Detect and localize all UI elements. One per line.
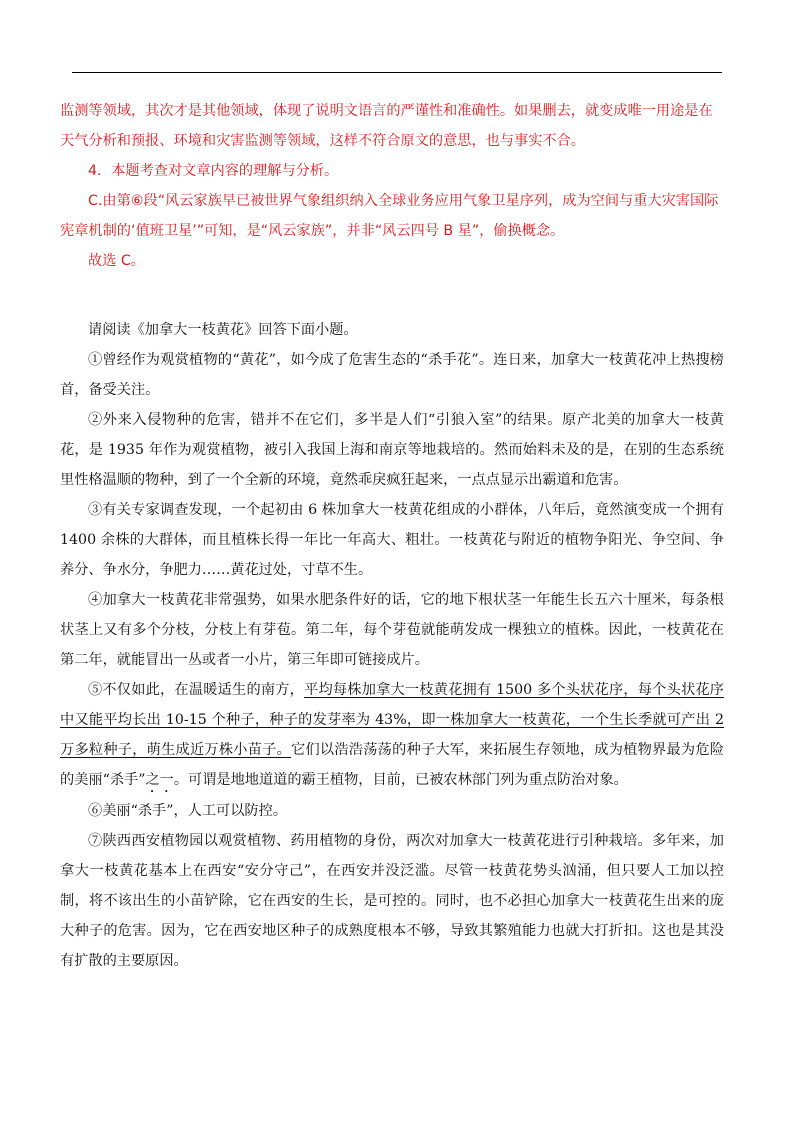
paragraph-5 — [60, 675, 724, 796]
question-4-heading: 4．本题考查对文章内容的理解与分析。 — [88, 163, 339, 179]
paragraph-4: ④加拿大一枝黄花非常强势，如果水肥条件好的话，它的地下根状茎一年能生长五六十厘米，每条根状茎上又有多个分枝，分枝上有芽苞。第二年，每个芽苞就能萌发成一棵独立的植株。因此，一枝黄花在第二年，就能冒出一丛或者一小片，第三年即可链接成片。 — [60, 592, 724, 668]
answer-analysis — [60, 96, 724, 276]
question-4-option-c: C.由第⑥段“风云家族早已被世界气象组织纳入全球业务应用气象卫星序列，成为空间与重大灾害国际宪章机制的‘值班卫星’”可知，是“风云家族”，并非“风云四号 B 星”，偷换概念。 — [60, 193, 719, 239]
answer-continuation: 监测等领域，其次才是其他领域，体现了说明文语言的严谨性和准确性。如果删去，就变成唯一用途是在天气分析和预报、环境和灾害监测等领域，这样不符合原文的意思，也与事实不合。 — [60, 103, 713, 149]
paragraph-5-lead: ⑤不仅如此，在温暖适生的南方， — [88, 682, 305, 698]
paragraph-5-end: 。可谓是地地道道的霸王植物，目前，已被农林部门列为重点防治对象。 — [173, 772, 628, 788]
reading-passage — [60, 315, 724, 976]
question-4-answer: 故选 C。 — [88, 253, 145, 269]
passage-intro: 请阅读《加拿大一枝黄花》回答下面小题。 — [88, 322, 358, 338]
paragraph-1: ①曾经作为观赏植物的“黄花”，如今成了危害生态的“杀手花”。连日来，加拿大一枝黄花冲上热搜榜首，备受关注。 — [60, 352, 724, 398]
paragraph-3: ③有关专家调查发现，一个起初由 6 株加拿大一枝黄花组成的小群体，八年后，竟然演变成一个拥有 1400 余株的大群体，而且植株长得一年比一年高大、粗壮。一枝黄花与附近的植物争阳光、争空间、争养分、争水分，争肥力……黄花过处，寸草不生。 — [60, 502, 724, 578]
paragraph-2: ②外来入侵物种的危害，错并不在它们，多半是人们“引狼入室”的结果。原产北美的加拿大一枝黄花，是 1935 年作为观赏植物，被引入我国上海和南京等地栽培的。然而始料未及的是，在别的生态系统里性格温顺的物种，到了一个全新的环境，竟然乖戾疯狂起来，一点点显示出霸道和危害。 — [60, 412, 724, 488]
paragraph-6: ⑥美丽“杀手”，人工可以防控。 — [88, 803, 287, 819]
header-rule — [72, 72, 722, 73]
paragraph-5-emphasis: 之一 — [145, 772, 174, 788]
paragraph-5-middle: 它们以浩浩荡荡的种子大军，来拓展生存领地，成为植物界最为危险的美丽“杀手” — [60, 742, 724, 788]
paragraph-7: ⑦陕西西安植物园以观赏植物、药用植物的身份，两次对加拿大一枝黄花进行引种栽培。多年来，加拿大一枝黄花基本上在西安“安分守己”，在西安并没泛滥。尽管一枝黄花势头汹涌，但只要人工加以控制，将不该出生的小苗铲除，它在西安的生长，是可控的。同时，也不必担心加拿大一枝黄花生出来的庞大种子的危害。因为，它在西安地区种子的成熟度根本不够，导致其繁殖能力也就大打折扣。这也是其没有扩散的主要原因。 — [60, 833, 724, 969]
paragraph-5-underlined: 平均每株加拿大一枝黄花拥有 1500 多个头状花序，每个头状花序中又能平均长出 10-15 个种子，种子的发芽率为 43%，即一株加拿大一枝黄花，一个生长季就可产出 2 万多粒种子，萌生成近万株小苗子。 — [60, 682, 724, 758]
